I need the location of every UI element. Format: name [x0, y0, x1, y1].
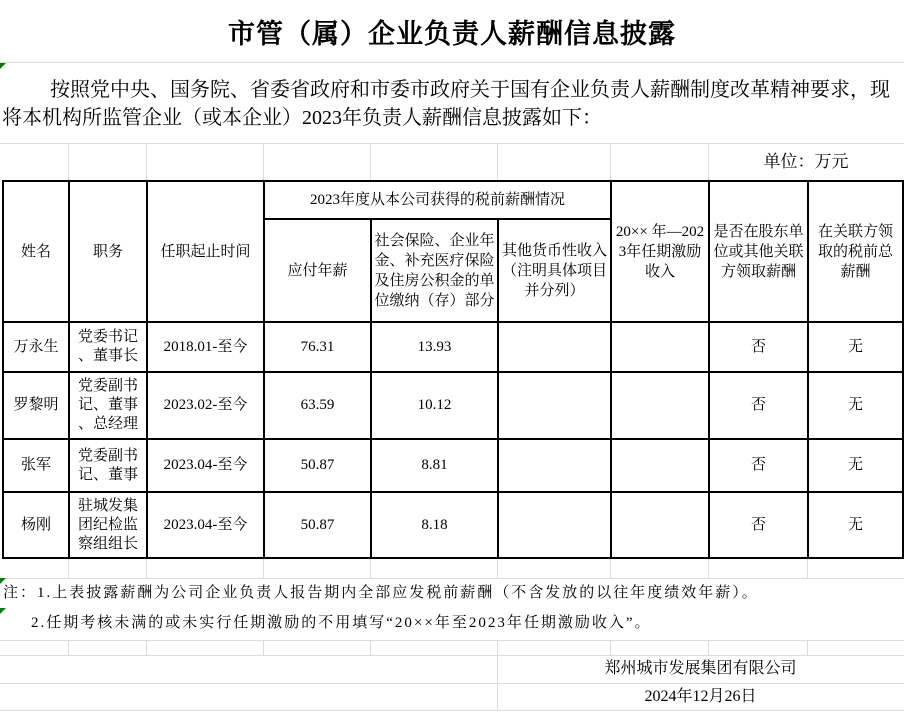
cell-name: 杨刚 [3, 492, 69, 558]
salary-table [2, 180, 904, 559]
cell-annual-salary: 76.31 [264, 322, 371, 372]
footer-company: 郑州城市发展集团有限公司 [604, 660, 797, 677]
table-row [3, 439, 903, 492]
header-annual-salary: 应付年薪 [264, 219, 371, 322]
gridline [708, 557, 709, 578]
cell-term: 2018.01-至今 [147, 322, 264, 372]
header-related-total: 在关联方领取的税前总薪酬 [808, 181, 903, 322]
cell-annual-salary: 63.59 [264, 372, 371, 439]
cell-other-income [498, 492, 611, 558]
cell-term: 2023.02-至今 [147, 372, 264, 439]
gridline [146, 557, 147, 578]
table-row [3, 322, 903, 372]
gridline [610, 143, 611, 180]
cell-social-insurance: 13.93 [371, 322, 498, 372]
header-name: 姓名 [3, 181, 69, 322]
gridline [370, 640, 371, 655]
gridline [497, 557, 498, 578]
cell-name: 万永生 [3, 322, 69, 372]
gridline [263, 143, 264, 180]
cell-flag-icon [0, 63, 6, 69]
cell-other-income [498, 372, 611, 439]
cell-related-total: 无 [808, 322, 903, 372]
cell-shareholder-pay: 否 [709, 492, 808, 558]
intro-paragraph: 按照党中央、国务院、省委省政府和市委市政府关于国有企业负责人薪酬制度改革精神要求，现将本机构所监管企业（或本企业）2023年负责人薪酬信息披露如下： [2, 79, 890, 129]
table-row [3, 372, 903, 439]
header-social-insurance: 社会保险、企业年金、补充医疗保险及住房公积金的单位缴纳（存）部分 [371, 219, 498, 322]
gridline [146, 143, 147, 180]
cell-other-income [498, 439, 611, 492]
cell-shareholder-pay: 否 [709, 439, 808, 492]
cell-other-income [498, 322, 611, 372]
cell-social-insurance: 8.81 [371, 439, 498, 492]
cell-social-insurance: 8.18 [371, 492, 498, 558]
cell-social-insurance: 10.12 [371, 372, 498, 439]
cell-term: 2023.04-至今 [147, 439, 264, 492]
gridline [370, 143, 371, 180]
gridline [146, 640, 147, 655]
gridline [370, 557, 371, 578]
cell-tenure-incentive [611, 372, 709, 439]
page-title: 市管（属）企业负责人薪酬信息披露 [228, 19, 676, 49]
note-1: 注：1.上表披露薪酬为公司企业负责人报告期内全部应发税前薪酬（不含发放的以往年度绩效年薪）。 [3, 585, 759, 601]
gridline [0, 710, 904, 711]
cell-tenure-incentive [611, 439, 709, 492]
gridline [68, 143, 69, 180]
gridline [497, 640, 498, 655]
cell-position: 驻城发集团纪检监察组组长 [69, 492, 147, 558]
gridline [807, 640, 808, 655]
cell-term: 2023.04-至今 [147, 492, 264, 558]
gridline [263, 640, 264, 655]
unit-label: 单位：万元 [763, 152, 849, 171]
gridline [0, 640, 904, 641]
gridline [708, 640, 709, 655]
cell-position: 党委副书记、董事 [69, 439, 147, 492]
cell-name: 罗黎明 [3, 372, 69, 439]
header-term: 任职起止时间 [147, 181, 264, 322]
note-2: 2.任期考核未满的或未实行任期激励的不用填写“20××年至2023年任期激励收入”。 [31, 615, 652, 631]
gridline [0, 62, 904, 63]
cell-position: 党委副书记、董事、总经理 [69, 372, 147, 439]
cell-related-total: 无 [808, 372, 903, 439]
gridline [68, 640, 69, 655]
header-shareholder-pay: 是否在股东单位或其他关联方领取薪酬 [709, 181, 808, 322]
gridline [263, 557, 264, 578]
gridline [68, 557, 69, 578]
gridline [610, 640, 611, 655]
cell-tenure-incentive [611, 322, 709, 372]
header-other-income: 其他货币性收入（注明具体项目并分列） [498, 219, 611, 322]
cell-related-total: 无 [808, 492, 903, 558]
header-tenure-incentive: 20×× 年—2023年任期激励收入 [611, 181, 709, 322]
cell-annual-salary: 50.87 [264, 439, 371, 492]
table-row [3, 492, 903, 558]
cell-shareholder-pay: 否 [709, 322, 808, 372]
cell-related-total: 无 [808, 439, 903, 492]
gridline [497, 143, 498, 180]
cell-annual-salary: 50.87 [264, 492, 371, 558]
header-pretax-group: 2023年度从本公司获得的税前薪酬情况 [264, 181, 611, 219]
header-position: 职务 [69, 181, 147, 322]
cell-position: 党委书记、董事长 [69, 322, 147, 372]
footer-date: 2024年12月26日 [644, 688, 757, 705]
cell-shareholder-pay: 否 [709, 372, 808, 439]
cell-tenure-incentive [611, 492, 709, 558]
cell-name: 张军 [3, 439, 69, 492]
gridline [610, 557, 611, 578]
gridline [807, 557, 808, 578]
header-row-group [3, 181, 903, 219]
